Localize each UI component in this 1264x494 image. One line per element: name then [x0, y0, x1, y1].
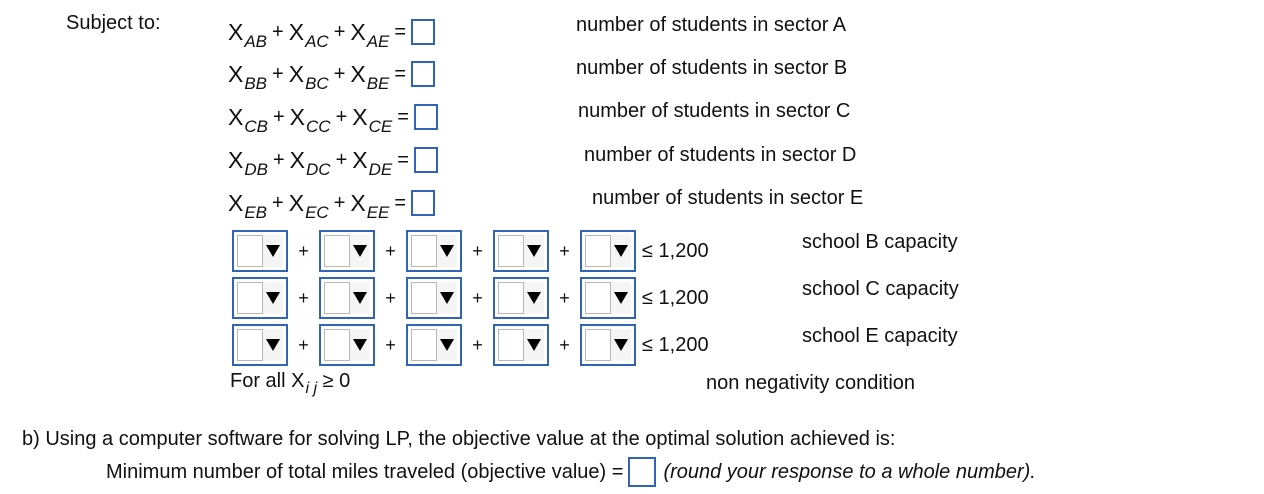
constraint-row-e [228, 185, 435, 221]
forall-prefix: For all X [230, 370, 305, 392]
plus-sign: + [333, 20, 346, 43]
dropdown-arrow-icon [266, 292, 280, 304]
part-b-question: b) Using a computer software for solving LP, the objective value at the optimal solution achieved is: [22, 428, 896, 450]
variable-dropdown[interactable] [232, 230, 288, 272]
variable-dropdown[interactable] [406, 277, 462, 319]
variable: X [228, 146, 244, 173]
sector-d-input[interactable] [414, 147, 438, 173]
plus-sign: + [335, 105, 348, 128]
dropdown-arrow-icon [527, 339, 541, 351]
variable-subscript: CE [368, 116, 393, 136]
variable-subscript: AE [366, 31, 390, 51]
variable: X [228, 189, 244, 216]
variable-dropdown[interactable] [319, 277, 375, 319]
dropdown-arrow-icon [527, 245, 541, 257]
plus-sign: + [385, 287, 396, 308]
variable-subscript: AC [305, 31, 329, 51]
forall-subscript: i j [305, 380, 318, 397]
plus-sign: + [335, 148, 348, 171]
plus-sign: + [298, 287, 309, 308]
plus-sign: + [333, 191, 346, 214]
plus-sign: + [333, 62, 346, 85]
plus-sign: + [272, 148, 285, 171]
rounding-hint: (round your response to a whole number). [663, 460, 1036, 483]
capacity-rhs: ≤ 1,200 [642, 333, 709, 356]
variable-dropdown[interactable] [406, 230, 462, 272]
sector-a-description: number of students in sector A [576, 14, 847, 36]
variable: X [350, 18, 366, 45]
equals-sign: = [394, 62, 407, 85]
variable: X [228, 60, 244, 87]
dropdown-arrow-icon [614, 339, 628, 351]
variable-dropdown[interactable] [580, 277, 636, 319]
plus-sign: + [298, 240, 309, 261]
dropdown-arrow-icon [440, 292, 454, 304]
sector-e-description: number of students in sector E [592, 187, 864, 209]
sector-c-input[interactable] [414, 104, 438, 130]
variable-subscript: CC [306, 116, 331, 136]
variable: X [352, 103, 368, 130]
plus-sign: + [559, 287, 570, 308]
variable-subscript: DB [244, 159, 268, 179]
constraint-row-b [228, 56, 435, 92]
variable-dropdown[interactable] [406, 324, 462, 366]
variable-dropdown[interactable] [493, 324, 549, 366]
objective-row [106, 457, 1036, 487]
variable-subscript: CB [244, 116, 268, 136]
constraint-row-a [228, 14, 435, 50]
equals-sign: = [397, 105, 409, 128]
dropdown-arrow-icon [527, 292, 541, 304]
variable-subscript: BB [244, 73, 268, 93]
subject-to-label: Subject to: [66, 12, 161, 34]
variable: X [289, 103, 305, 130]
sector-b-description: number of students in sector B [576, 57, 848, 79]
variable: X [228, 18, 244, 45]
variable: X [350, 60, 366, 87]
capacity-row-school-c [232, 276, 709, 320]
dropdown-arrow-icon [353, 245, 367, 257]
variable-dropdown[interactable] [493, 230, 549, 272]
dropdown-arrow-icon [353, 339, 367, 351]
variable-dropdown[interactable] [319, 324, 375, 366]
dropdown-arrow-icon [353, 292, 367, 304]
plus-sign: + [472, 287, 483, 308]
equals-sign: = [394, 20, 407, 43]
variable-dropdown[interactable] [319, 230, 375, 272]
plus-sign: + [385, 334, 396, 355]
plus-sign: + [298, 334, 309, 355]
plus-sign: + [559, 334, 570, 355]
variable-dropdown[interactable] [232, 277, 288, 319]
plus-sign: + [272, 191, 284, 214]
equals-sign: = [394, 191, 407, 214]
sector-b-input[interactable] [411, 61, 435, 87]
dropdown-arrow-icon [614, 245, 628, 257]
variable-subscript: BC [305, 73, 329, 93]
constraint-row-d [228, 142, 438, 178]
variable: X [288, 60, 305, 87]
nonnegativity-constraint [230, 370, 351, 397]
sector-d-description: number of students in sector D [584, 144, 857, 166]
plus-sign: + [385, 240, 396, 261]
variable-subscript: AB [244, 31, 268, 51]
dropdown-arrow-icon [266, 339, 280, 351]
variable-dropdown[interactable] [493, 277, 549, 319]
capacity-row-school-e [232, 323, 709, 367]
constraint-row-c [228, 99, 438, 135]
dropdown-arrow-icon [440, 339, 454, 351]
variable: X [289, 146, 305, 173]
variable-subscript: DC [306, 159, 331, 179]
plus-sign: + [472, 334, 483, 355]
objective-label: Minimum number of total miles traveled (objective value) = [106, 460, 624, 483]
variable-subscript: DE [368, 159, 393, 179]
variable: X [288, 189, 305, 216]
variable-dropdown[interactable] [580, 324, 636, 366]
plus-sign: + [272, 105, 285, 128]
variable: X [228, 103, 244, 130]
capacity-row-school-b [232, 229, 709, 273]
plus-sign: + [472, 240, 483, 261]
school-c-capacity-label: school C capacity [802, 278, 959, 300]
sector-c-description: number of students in sector C [578, 100, 851, 122]
dropdown-arrow-icon [614, 292, 628, 304]
variable-subscript: EC [305, 202, 329, 222]
dropdown-arrow-icon [440, 245, 454, 257]
dropdown-arrow-icon [266, 245, 280, 257]
equals-sign: = [397, 148, 409, 171]
variable: X [352, 146, 368, 173]
nonnegativity-label: non negativity condition [706, 372, 916, 394]
school-b-capacity-label: school B capacity [802, 231, 958, 253]
school-e-capacity-label: school E capacity [802, 325, 958, 347]
variable-subscript: BE [366, 73, 390, 93]
plus-sign: + [272, 20, 284, 43]
plus-sign: + [272, 62, 284, 85]
variable: X [350, 189, 366, 216]
variable: X [288, 18, 305, 45]
variable-dropdown[interactable] [580, 230, 636, 272]
plus-sign: + [559, 240, 570, 261]
sector-a-input[interactable] [411, 19, 435, 45]
variable-subscript: EB [244, 202, 268, 222]
capacity-rhs: ≤ 1,200 [642, 239, 709, 262]
capacity-rhs: ≤ 1,200 [642, 286, 709, 309]
sector-e-input[interactable] [411, 190, 435, 216]
variable-dropdown[interactable] [232, 324, 288, 366]
forall-suffix: ≥ 0 [322, 370, 351, 392]
objective-value-input[interactable] [628, 457, 656, 487]
variable-subscript: EE [366, 202, 390, 222]
